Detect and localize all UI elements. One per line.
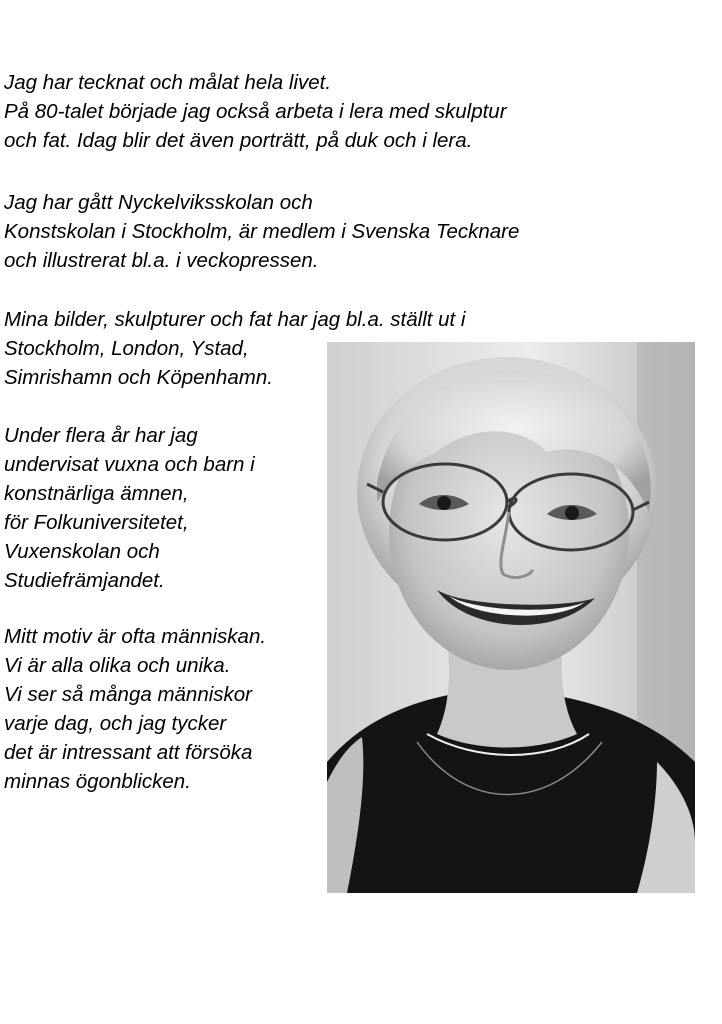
text-line: Vi ser så många människor [4,683,253,706]
paragraph-education [4,188,519,275]
text-line: Jag har tecknat och målat hela livet. [4,71,332,94]
text-line: Vi är alla olika och unika. [4,654,231,677]
text-line: Vuxenskolan och [4,540,160,563]
text-line: Stockholm, London, Ystad, [4,337,249,360]
text-line: Under flera år har jag [4,424,198,447]
text-line: varje dag, och jag tycker [4,712,227,735]
text-line: minnas ögonblicken. [4,770,191,793]
text-line: det är intressant att försöka [4,741,253,764]
text-line: Mitt motiv är ofta människan. [4,625,267,648]
paragraph-intro [4,68,507,155]
text-line: för Folkuniversitetet, [4,511,189,534]
text-line: och illustrerat bl.a. i veckopressen. [4,249,319,272]
text-line: Jag har gått Nyckelviksskolan och [4,191,313,214]
text-line: Studiefrämjandet. [4,569,165,592]
portrait-photo [327,342,695,893]
text-line: Konstskolan i Stockholm, är medlem i Svenska Tecknare [4,220,520,243]
paragraph-teaching [4,421,255,595]
text-line: och fat. Idag blir det även porträtt, på duk och i lera. [4,129,473,152]
paragraph-motif [4,622,266,796]
text-line: Mina bilder, skulpturer och fat har jag bl.a. ställt ut i [4,308,466,331]
text-line: På 80-talet började jag också arbeta i lera med skulptur [4,100,507,123]
text-line: Simrishamn och Köpenhamn. [4,366,273,389]
portrait-illustration [327,342,695,893]
text-line: konstnärliga ämnen, [4,482,189,505]
text-line: undervisat vuxna och barn i [4,453,255,476]
